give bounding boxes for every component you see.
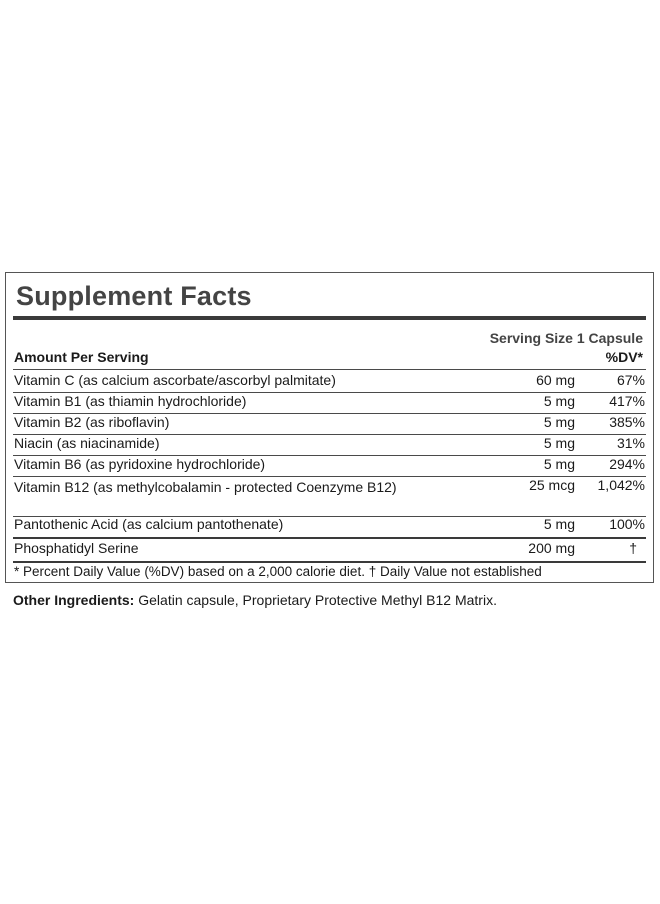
nutrient-name: Pantothenic Acid (as calcium pantothenate) [14,516,284,532]
nutrient-row [14,516,645,536]
nutrient-name: Niacin (as niacinamide) [14,435,160,451]
nutrient-row [14,414,645,434]
nutrient-name: Vitamin B2 (as riboflavin) [14,414,170,430]
nutrient-name: Vitamin C (as calcium ascorbate/ascorbyl palmitate) [14,372,336,388]
nutrient-dv: 1,042% [597,477,645,493]
nutrient-row [14,435,645,455]
nutrient-name: Vitamin B1 (as thiamin hydrochloride) [14,393,247,409]
other-ingredients [13,592,497,608]
footnote: * Percent Daily Value (%DV) based on a 2,000 calorie diet. † Daily Value not established [14,564,542,579]
nutrient-amount: 60 mg [536,372,575,388]
nutrient-amount: 5 mg [543,516,575,532]
nutrient-amount: 5 mg [543,456,575,472]
nutrient-dv: 67% [616,372,645,388]
nutrient-row [14,477,645,517]
supplement-facts-panel [5,272,654,583]
header-divider [13,369,646,370]
nutrient-amount: 25 mcg [529,477,575,493]
nutrient-dv: 417% [609,393,645,409]
nutrient-name: Vitamin B6 (as pyridoxine hydrochloride) [14,456,266,472]
nutrient-amount: 5 mg [543,414,575,430]
panel-title: Supplement Facts [16,281,252,311]
nutrient-amount: 5 mg [543,435,575,451]
amount-per-serving-label: Amount Per Serving [14,349,149,365]
nutrient-row [14,456,645,476]
other-ingredients-text: Gelatin capsule, Proprietary Protective Methyl B12 Matrix. [138,592,497,608]
thick-divider [13,537,646,539]
thick-divider [13,316,646,320]
nutrient-amount: 200 mg [528,540,575,556]
nutrient-dv: 385% [609,414,645,430]
serving-size: Serving Size 1 Capsule [489,330,643,346]
nutrient-row [14,372,645,392]
nutrient-row [14,393,645,413]
nutrient-amount: 5 mg [543,393,575,409]
nutrient-name: Vitamin B12 (as methylcobalamin - protected Coenzyme B12) [14,479,397,495]
nutrient-dv: 294% [609,456,645,472]
nutrient-name: Phosphatidyl Serine [14,540,139,556]
dv-header: %DV* [605,349,643,365]
nutrient-row [14,540,645,560]
other-ingredients-label: Other Ingredients: [13,592,135,608]
nutrient-dv: 31% [616,435,645,451]
nutrient-dv: † [629,540,637,556]
thick-divider [13,561,646,563]
nutrient-dv: 100% [609,516,645,532]
